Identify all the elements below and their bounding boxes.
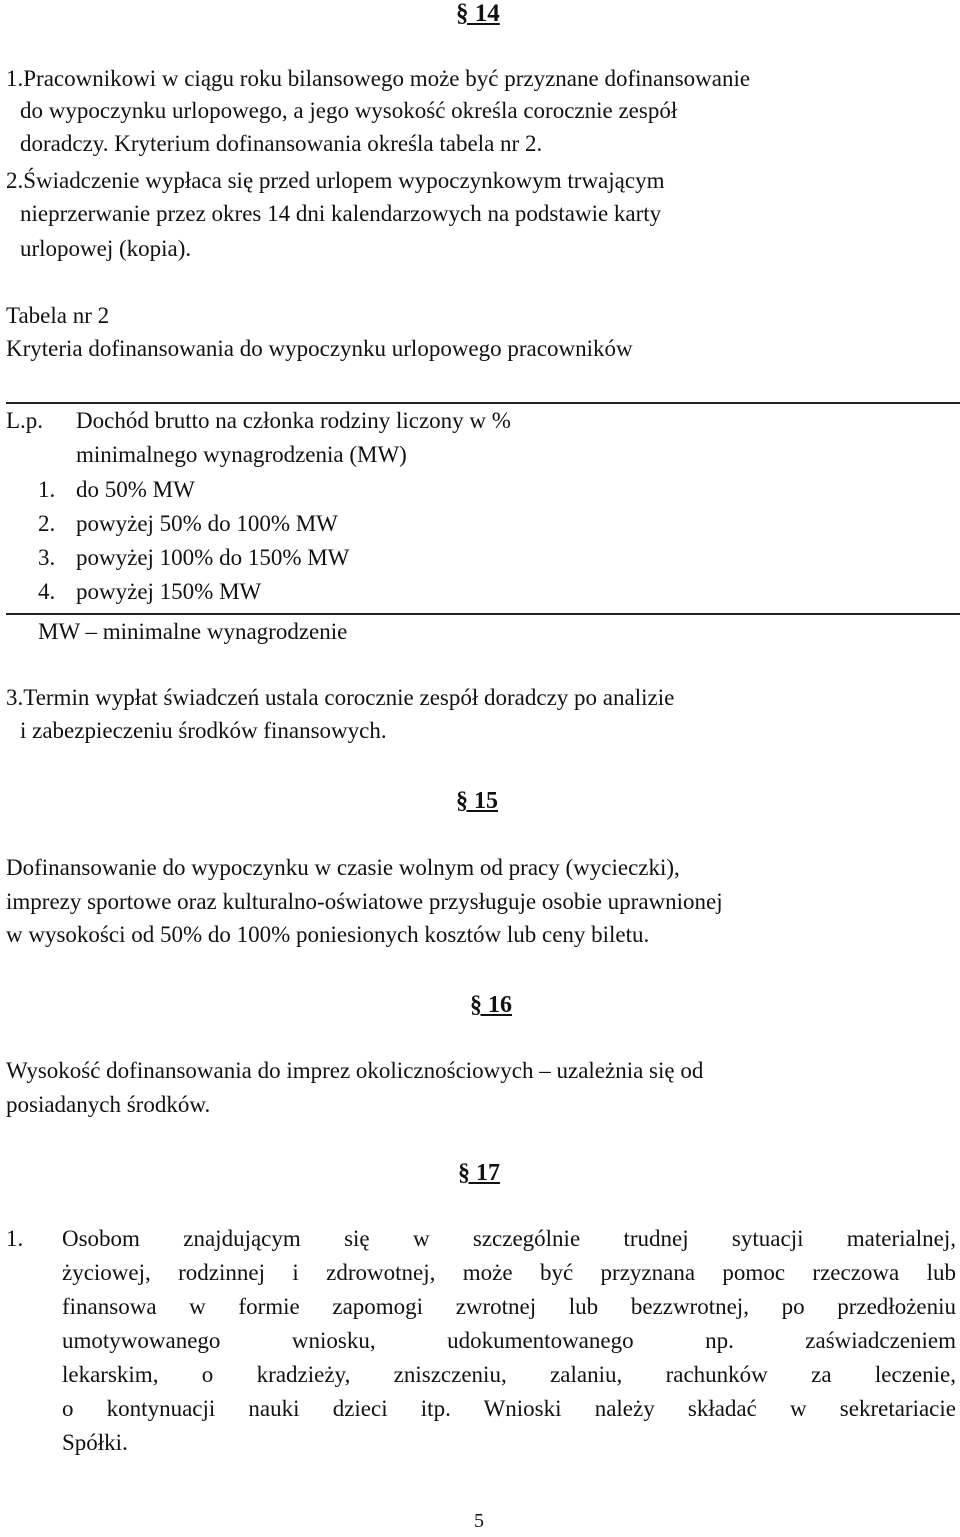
table-row-num: 1.: [38, 477, 56, 502]
para17-line: życiowej, rodzinnej i zdrowotnej, może być przyznana pomoc rzeczowa lub: [62, 1260, 956, 1285]
page-number: 5: [474, 1510, 484, 1532]
table-header-lp: L.p.: [6, 408, 44, 433]
para14-line: doradczy. Kryterium dofinansowania określa tabela nr 2.: [20, 131, 543, 156]
table-title: Kryteria dofinansowania do wypoczynku urlopowego pracowników: [6, 336, 633, 361]
section-17-heading: § 17: [458, 1160, 500, 1186]
table-row-num: 4.: [38, 579, 56, 604]
para14-line: urlopowej (kopia).: [20, 236, 192, 261]
para17-line: o kontynuacji nauki dzieci itp. Wnioski należy składać w sekretariacie: [62, 1396, 956, 1421]
para14-line: 1.Pracownikowi w ciągu roku bilansowego może być przyznane dofinansowanie: [6, 66, 751, 91]
section-14-heading: § 14: [456, 0, 500, 27]
para16-line: posiadanych środków.: [6, 1092, 211, 1117]
table-row-text: powyżej 100% do 150% MW: [76, 545, 350, 570]
para17-line: Spółki.: [62, 1430, 128, 1455]
para14-line: i zabezpieczeniu środków finansowych.: [20, 718, 387, 743]
para16-line: Wysokość dofinansowania do imprez okolicznościowych – uzależnia się od: [6, 1058, 704, 1083]
para15-line: imprezy sportowe oraz kulturalno-oświatowe przysługuje osobie uprawnionej: [6, 889, 723, 914]
section-15-heading: § 15: [456, 788, 498, 814]
table-row-text: powyżej 150% MW: [76, 579, 262, 604]
para17-line: lekarskim, o kradzieży, zniszczeniu, zalaniu, rachunków za leczenie,: [62, 1362, 956, 1387]
table-row-text: do 50% MW: [76, 477, 195, 502]
table-bottom-rule: [6, 613, 960, 615]
table-top-rule: [6, 402, 960, 404]
para17-number: 1.: [6, 1226, 24, 1251]
para14-line: 3.Termin wypłat świadczeń ustala corocznie zespół doradczy po analizie: [6, 685, 675, 710]
table-header-col: Dochód brutto na członka rodziny liczony w %: [76, 408, 511, 433]
table-row-num: 2.: [38, 511, 56, 536]
para14-line: nieprzerwanie przez okres 14 dni kalendarzowych na podstawie karty: [20, 201, 662, 226]
section-16-heading: § 16: [470, 992, 512, 1018]
para14-line: do wypoczynku urlopowego, a jego wysokość określa corocznie zespół: [20, 98, 678, 123]
para15-line: Dofinansowanie do wypoczynku w czasie wolnym od pracy (wycieczki),: [6, 855, 680, 880]
table-header-col: minimalnego wynagrodzenia (MW): [76, 442, 407, 467]
table-row-text: powyżej 50% do 100% MW: [76, 511, 338, 536]
para15-line: w wysokości od 50% do 100% poniesionych kosztów lub ceny biletu.: [6, 922, 650, 947]
table-row-num: 3.: [38, 545, 56, 570]
para17-line: Osobom znajdującym się w szczególnie trudnej sytuacji materialnej,: [62, 1226, 956, 1251]
table-caption: Tabela nr 2: [6, 303, 110, 328]
para14-line: 2.Świadczenie wypłaca się przed urlopem wypoczynkowym trwającym: [6, 168, 665, 193]
para17-line: umotywowanego wniosku, udokumentowanego np. zaświadczeniem: [62, 1328, 956, 1353]
table-footnote: MW – minimalne wynagrodzenie: [38, 619, 348, 644]
para17-line: finansowa w formie zapomogi zwrotnej lub bezzwrotnej, po przedłożeniu: [62, 1294, 956, 1319]
